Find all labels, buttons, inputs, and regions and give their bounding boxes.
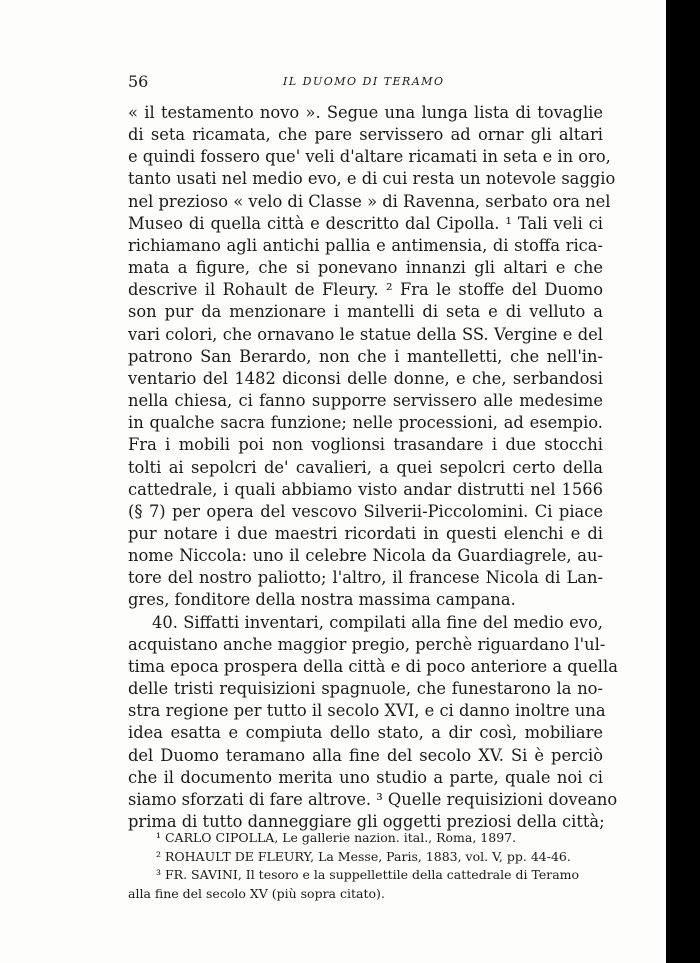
footnote: ¹ CARLO CIPOLLA, Le gallerie nazion. ital., Roma, 1897.: [156, 830, 517, 845]
text-line: delle tristi requisizioni spagnuole, che funestarono la no-: [128, 679, 603, 699]
text-line: mata a figure, che si ponevano innanzi gli altari e che: [128, 258, 603, 278]
page-number: 56: [128, 72, 149, 91]
scan-dark-edge: [666, 0, 700, 963]
footnotes: [128, 829, 603, 903]
text-line: gres, fonditore della nostra massima campana.: [128, 590, 516, 610]
text-line: richiamano agli antichi pallia e antimensia, di stoffa rica-: [128, 235, 603, 255]
text-line: patrono San Berardo, non che i mantelletti, che nell'in-: [128, 346, 603, 366]
text-line: Museo di quella città e descritto dal Cipolla. ¹ Tali veli ci: [128, 213, 603, 233]
footnote: ² ROHAULT DE FLEURY, La Messe, Paris, 1883, vol. V, pp. 44-46.: [156, 848, 571, 864]
footnote: ³ FR. SAVINI, Il tesoro e la suppellettile della cattedrale di Teramo: [156, 867, 580, 883]
text-line: ventario del 1482 diconsi delle donne, e che, serbandosi: [128, 368, 603, 388]
text-line: e quindi fossero que' veli d'altare ricamati in seta e in oro,: [128, 147, 611, 167]
text-line: cattedrale, i quali abbiamo visto andar distrutti nel 1566: [128, 479, 603, 499]
body-text: [128, 102, 618, 833]
text-line: nome Niccola: uno il celebre Nicola da Guardiagrele, au-: [128, 546, 603, 566]
page-header: [128, 72, 603, 92]
text-line: tanto usati nel medio evo, e di cui resta un notevole saggio: [128, 169, 616, 189]
text-line: che il documento merita uno studio a parte, quale noi ci: [128, 767, 603, 787]
footnote-continuation: alla fine del secolo XV (più sopra citato).: [128, 885, 385, 901]
paragraph-start-line: 40. Siffatti inventari, compilati alla fine del medio evo,: [152, 612, 603, 632]
text-line: son pur da menzionare i mantelli di seta e di velluto a: [128, 302, 603, 322]
text-line: « il testamento novo ». Segue una lunga lista di tovaglie: [128, 103, 603, 122]
text-line: in qualche sacra funzione; nelle processioni, ad esempio.: [128, 413, 603, 433]
text-line: nella chiesa, ci fanno supporre servissero alle medesime: [128, 391, 603, 411]
text-line: del Duomo teramano alla fine del secolo XV. Si è perciò: [128, 745, 603, 765]
text-line: acquistano anche maggior pregio, perchè riguardano l'ul-: [128, 634, 606, 654]
text-line: Fra i mobili poi non voglionsi trasandare i due stocchi: [128, 435, 603, 455]
text-line: tolti ai sepolcri de' cavalieri, a quei sepolcri certo della: [128, 457, 603, 477]
running-head: IL DUOMO DI TERAMO: [283, 75, 445, 88]
text-line: pur notare i due maestri ricordati in questi elenchi e di: [128, 523, 603, 543]
text-line: tima epoca prospera della città e di poco anteriore a quella: [128, 656, 618, 676]
text-line: nel prezioso « velo di Classe » di Ravenna, serbato ora nel: [128, 191, 611, 211]
text-line: stra regione per tutto il secolo XVI, e ci danno inoltre una: [128, 701, 606, 721]
text-line: prima di tutto danneggiare gli oggetti preziosi della città;: [128, 812, 605, 831]
text-line: descrive il Rohault de Fleury. ² Fra le stoffe del Duomo: [128, 280, 603, 300]
text-line: tore del nostro paliotto; l'altro, il francese Nicola di Lan-: [128, 568, 603, 588]
text-line: siamo sforzati di fare altrove. ³ Quelle requisizioni doveano: [128, 789, 618, 809]
text-line: vari colori, che ornavano le statue della SS. Vergine e del: [128, 324, 603, 344]
text-line: idea esatta e compiuta dello stato, a dir così, mobiliare: [128, 723, 603, 743]
text-line: (§ 7) per opera del vescovo Silverii-Piccolomini. Ci piace: [128, 501, 603, 521]
text-line: di seta ricamata, che pare servissero ad ornar gli altari: [128, 125, 603, 145]
